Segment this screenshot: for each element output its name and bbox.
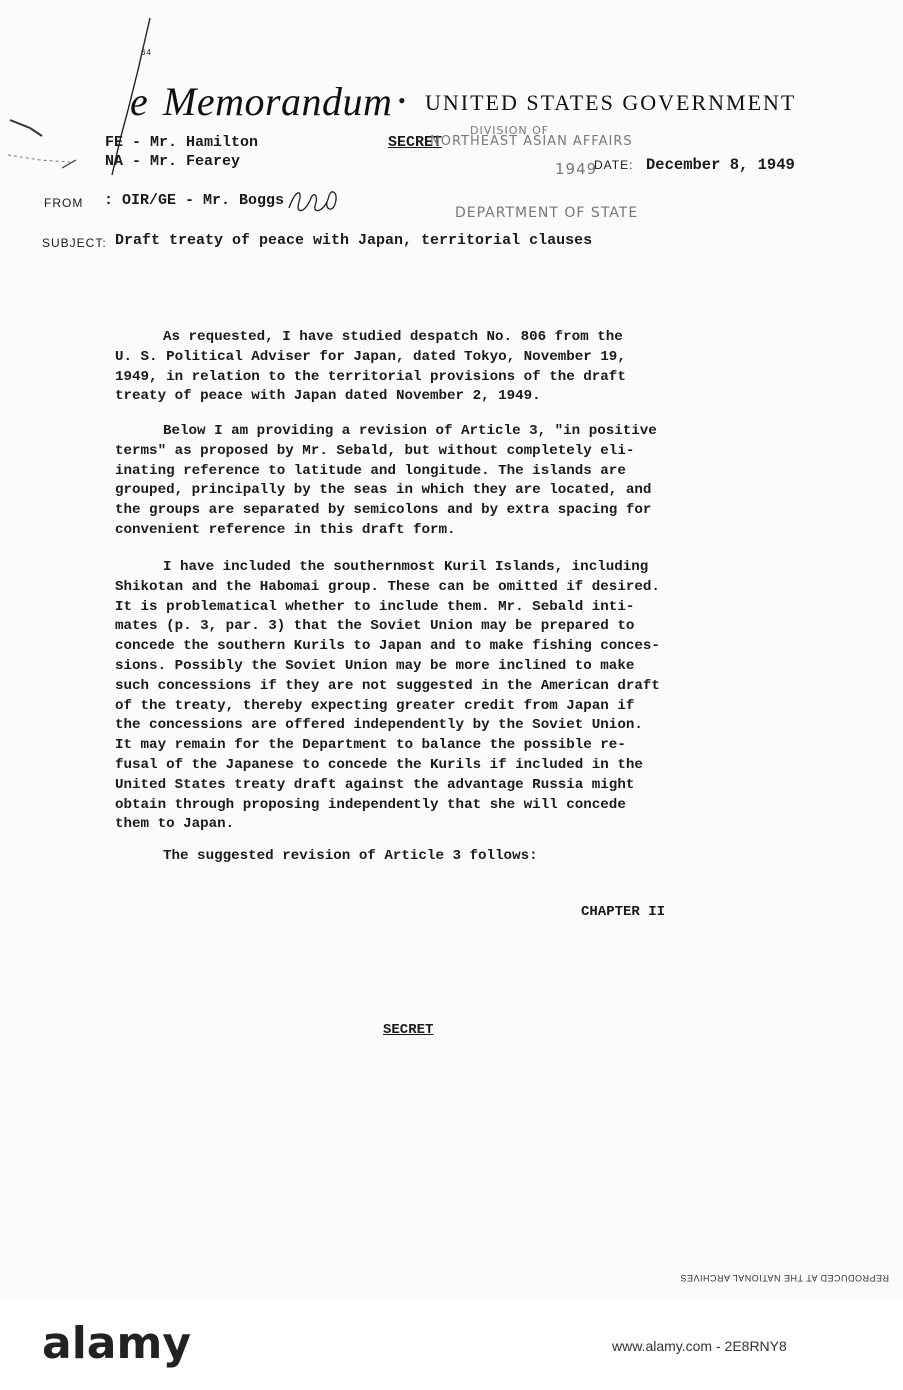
- stock-id: www.alamy.com - 2E8RNY8: [612, 1338, 787, 1354]
- from-label: FROM: [44, 196, 84, 210]
- government-heading: UNITED STATES GOVERNMENT: [425, 90, 797, 115]
- page-number: 64: [141, 48, 152, 57]
- header-bullet: •: [398, 88, 406, 113]
- paragraph-1: As requested, I have studied despatch No. 806 from the U. S. Political Adviser for Japan, dated Tokyo, November 19, 1949, in relation to the territorial provisions of the draft treaty of peace with Japan dated November 2, 1949.: [115, 329, 626, 405]
- subject-value: Draft treaty of peace with Japan, territorial clauses: [115, 232, 593, 249]
- memo-title: Memorandum: [163, 79, 393, 124]
- watermark-strip: [0, 1300, 903, 1390]
- chapter-heading: CHAPTER II: [581, 904, 666, 920]
- to-line-1: FE - Mr. Hamilton: [105, 134, 259, 151]
- watermark-logo: alamy: [42, 1318, 191, 1369]
- footer-classification: SECRET: [383, 1022, 434, 1038]
- handwritten-initials: [285, 184, 345, 220]
- archive-note: REPRODUCED AT THE NATIONAL ARCHIVES: [680, 1273, 890, 1283]
- department-stamp: DEPARTMENT OF STATE: [455, 205, 639, 221]
- division-stamp: DIVISION OF: [470, 124, 550, 137]
- classification-stamp: SECRET: [388, 134, 443, 151]
- memo-prefix: e: [130, 79, 149, 124]
- paragraph-3: I have included the southernmost Kuril Islands, including Shikotan and the Habomai group. These can be omitted if desired. It is problematical whether to include them. Mr. Sebald inti- mates (p. 3, par. 3) that the Soviet Union may be prepared to concede the southern Kurils to Japan and to make fishing conces- sions. Possibly the Soviet Union may be more inclined to make such concessions if they are not suggested in the American draft of the treaty, thereby expecting greater credit from Japan if the concessions are offered independently by the Soviet Union. It may remain for the Department to balance the possible re- fusal of the Japanese to concede the Kurils if included in the United States treaty draft against the advantage Russia might obtain through proposing independently that she will concede them to Japan.: [115, 559, 660, 833]
- affairs-stamp: NORTHEAST ASIAN AFFAIRS: [430, 134, 633, 149]
- paragraph-4: The suggested revision of Article 3 follows:: [163, 848, 538, 864]
- date-label: DATE:: [594, 158, 634, 172]
- to-line-2: NA - Mr. Fearey: [105, 153, 241, 170]
- subject-label: SUBJECT:: [42, 236, 107, 250]
- received-year-stamp: 1949: [555, 160, 598, 178]
- date-value: December 8, 1949: [646, 156, 795, 174]
- paragraph-2: Below I am providing a revision of Article 3, "in positive terms" as proposed by Mr. Sebald, but without completely eli- inating reference to latitude and longitude. The islands are grouped, principally by the seas in which they are located, and the groups are separated by semicolons and by extra spacing for convenient reference in this draft form.: [115, 423, 657, 538]
- from-value: : OIR/GE - Mr. Boggs: [104, 192, 285, 209]
